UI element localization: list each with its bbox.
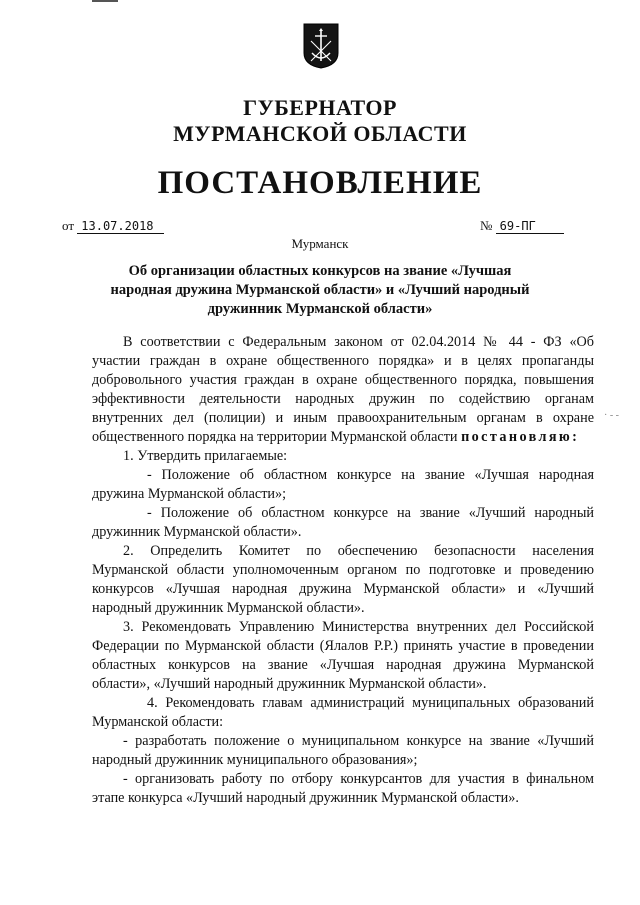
document-type: ПОСТАНОВЛЕНИЕ: [157, 165, 483, 201]
number-prefix: №: [480, 218, 493, 233]
decree-word: постановляю:: [461, 429, 580, 445]
paragraph-1-item-2: - Положение об областном конкурсе на звание «Лучший народный дружинник Мурманской области».: [92, 505, 594, 540]
paragraph-2: 2. Определить Комитет по обеспечению безопасности населения Мурманской области уполномоченным органом по подготовке и проведению конкурсов «Лучшая народная дружина Мурманской области» и «Лучший народный дружинник Мурманской области».: [92, 543, 594, 616]
paragraph-preamble: [92, 333, 594, 447]
number-value: 69-ПГ: [496, 219, 564, 234]
preamble-text: В соответствии с Федеральным законом от 02.04.2014 № 44 - ФЗ «Об участии граждан в охране общественного порядка» и в целях пропаганды добровольного участия граждан в охране общественного порядка, повышения эффективности деятельности народных дружин по содействию органам внутренних дел (полиции) и иным правоохранительным органам в охране общественного порядка на территории Мурманской области: [92, 334, 594, 445]
authority-title-line1: ГУБЕРНАТОР: [243, 95, 397, 120]
paragraph-1-item-1: - Положение об областном конкурсе на звание «Лучшая народная дружина Мурманской области»;: [92, 467, 594, 502]
paragraph-4-item-1: - разработать положение о муниципальном конкурсе на звание «Лучший народный дружинник муниципального образования»;: [92, 733, 594, 768]
paragraph-1: 1. Утвердить прилагаемые:: [123, 448, 288, 464]
date-value: 13.07.2018: [77, 219, 163, 234]
paragraph-4-item-2: - организовать работу по отбору конкурсантов для участия в финальном этапе конкурса «Лучший народный дружинник Мурманской области».: [92, 771, 594, 806]
coat-of-arms-icon: [303, 23, 339, 69]
date-prefix: от: [62, 218, 75, 233]
paragraph-4: 4. Рекомендовать главам администраций муниципальных образований Мурманской области:: [92, 695, 594, 730]
document-title: Об организации областных конкурсов на звание «Лучшая народная дружина Мурманской области» и «Лучший народный дружинник Мурманской области»: [110, 263, 530, 317]
city: Мурманск: [291, 236, 349, 251]
scan-noise: · - ‐: [604, 410, 619, 421]
scan-artifact: [92, 0, 118, 2]
paragraph-3: 3. Рекомендовать Управлению Министерства внутренних дел Российской Федерации по Мурманской области (Ялалов Р.Р.) принять участие в проведении областных конкурсов на звание «Лучшая народная дружина Мурманской области», «Лучший народный дружинник Мурманской области».: [92, 619, 594, 692]
authority-title-line2: МУРМАНСКОЙ ОБЛАСТИ: [173, 121, 467, 146]
document-date: [62, 218, 164, 234]
document-number: [480, 218, 564, 234]
document-body: [92, 333, 594, 808]
